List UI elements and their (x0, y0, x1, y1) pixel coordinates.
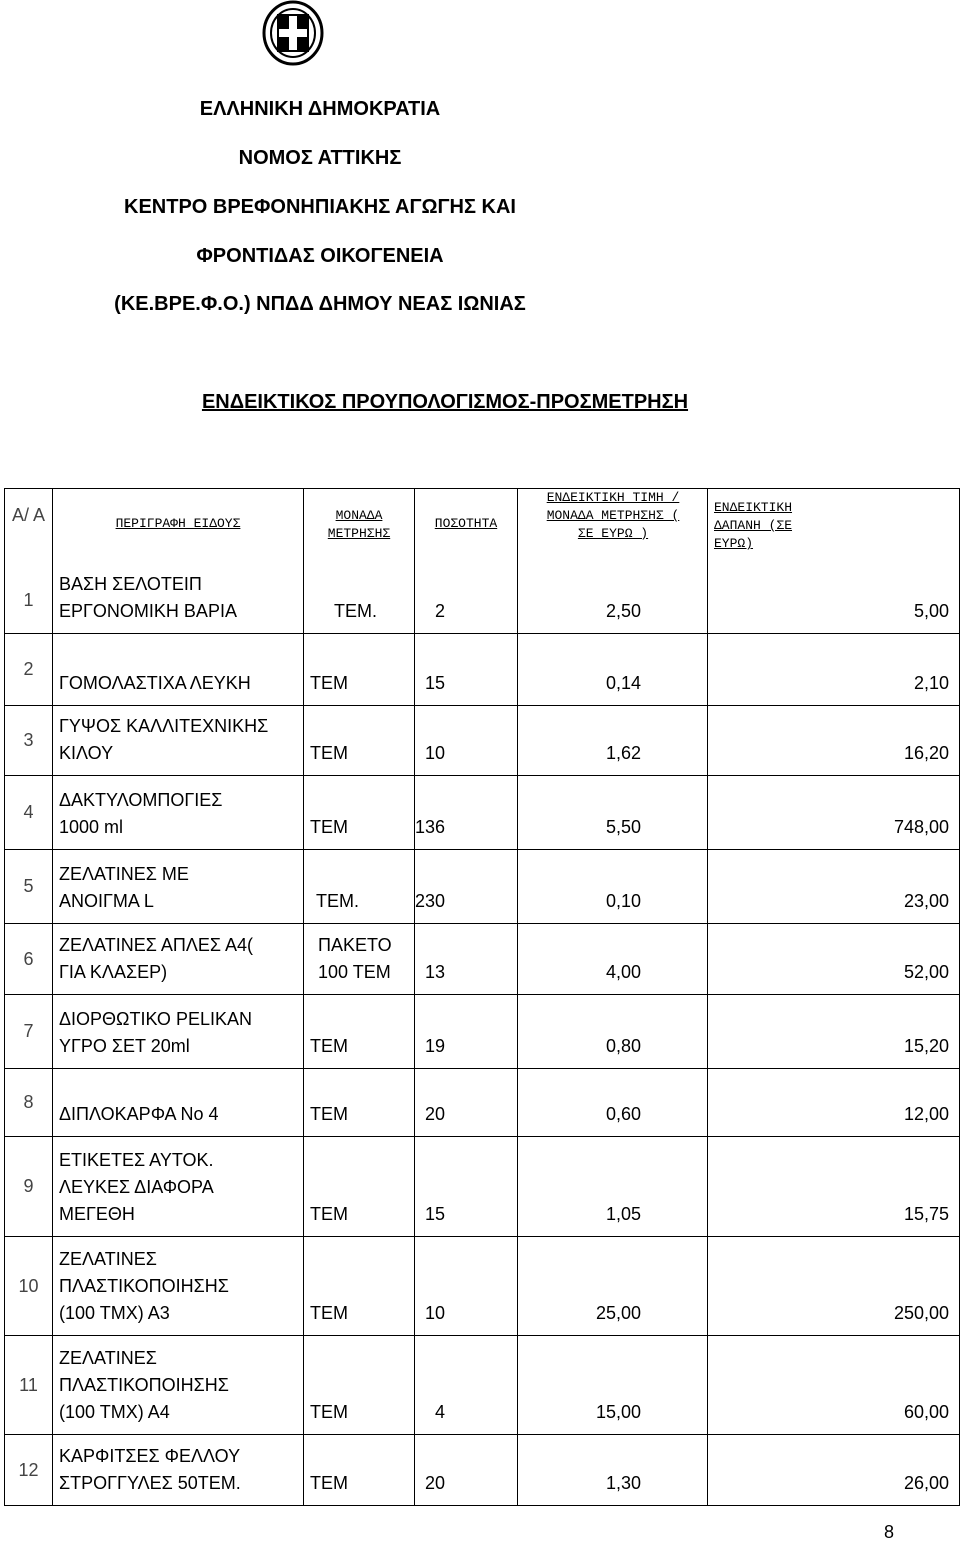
row-number (5, 489, 53, 634)
row-quantity: 15 (415, 1137, 518, 1237)
row-total: 60,00 (708, 1336, 960, 1435)
row-quantity: 15 (415, 634, 518, 706)
table-row (5, 1435, 960, 1506)
col-header-num: Α/ Α (11, 505, 46, 525)
row-unit: ΤΕΜ (304, 634, 415, 706)
row-total: 23,00 (708, 850, 960, 924)
row-unit-value: ΤΕΜ. (334, 601, 377, 621)
header-line-4: ΦΡΟΝΤΙΔΑΣ ΟΙΚΟΓΕΝΕΙΑ (196, 245, 444, 267)
row-description-value: ΓΥΨΟΣ ΚΑΛΛΙΤΕΧΝΙΚΗΣ ΚΙΛΟΥ (59, 716, 269, 763)
col-header-unit: ΜΟΝΑΔΑ ΜΕΤΡΗΣΗΣ (327, 508, 391, 541)
row-total: 250,00 (708, 1237, 960, 1336)
row-description (53, 1137, 304, 1237)
row-description-value: ΖΕΛΑΤΙΝΕΣ ΠΛΑΣΤΙΚΟΠΟΙΗΣΗΣ (100 ΤΜΧ) Α3 (59, 1249, 229, 1323)
row-description-value: ΕΤΙΚΕΤΕΣ ΑΥΤΟΚ. ΛΕΥΚΕΣ ΔΙΑΦΟΡΑ ΜΕΓΕΘΗ (59, 1150, 214, 1224)
row-unit (304, 850, 415, 924)
page-number: 8 (884, 1522, 895, 1542)
row-unit: ΤΕΜ (304, 776, 415, 850)
row-price: 1,30 (518, 1435, 708, 1506)
row-total (708, 489, 960, 634)
page-title: ΕΝΔΕΙΚΤΙΚΟΣ ΠΡΟΥΠΟΛΟΓΙΣΜΟΣ-ΠΡΟΣΜΕΤΡΗΣΗ (201, 391, 689, 413)
row-unit: ΤΕΜ (304, 1435, 415, 1506)
table-row (5, 1137, 960, 1237)
row-description (53, 1435, 304, 1506)
row-description: ΓΟΜΟΛΑΣΤΙΧΑ ΛΕΥΚΗ (53, 634, 304, 706)
row-description-value: ΖΕΛΑΤΙΝΕΣ ΠΛΑΣΤΙΚΟΠΟΙΗΣΗΣ (100 ΤΜΧ) Α4 (59, 1348, 229, 1422)
row-total: 748,00 (708, 776, 960, 850)
row-total: 26,00 (708, 1435, 960, 1506)
row-quantity (415, 489, 518, 634)
row-unit: ΤΕΜ (304, 1237, 415, 1336)
row-number: 6 (5, 924, 53, 995)
row-description (53, 776, 304, 850)
row-total: 52,00 (708, 924, 960, 995)
row-quantity: 20 (415, 1435, 518, 1506)
row-number: 3 (5, 706, 53, 776)
row-quantity: 10 (415, 1237, 518, 1336)
row-price: 5,50 (518, 776, 708, 850)
row-description-value: ΖΕΛΑΤΙΝΕΣ ΑΠΛΕΣ Α4( ΓΙΑ ΚΛΑΣΕΡ) (59, 935, 254, 982)
row-description (53, 850, 304, 924)
row-total: 2,10 (708, 634, 960, 706)
budget-table (4, 488, 960, 1506)
row-number: 11 (5, 1336, 53, 1435)
row-unit: ΤΕΜ (304, 706, 415, 776)
row-total: 12,00 (708, 1069, 960, 1137)
row-number: 2 (5, 634, 53, 706)
row-unit: ΤΕΜ (304, 995, 415, 1069)
row-quantity-value: 2 (434, 601, 445, 621)
table-row (5, 850, 960, 924)
greek-coat-of-arms-icon (262, 0, 324, 66)
row-price-value: 2,50 (605, 601, 641, 621)
row-quantity: 19 (415, 995, 518, 1069)
row-price: 0,14 (518, 634, 708, 706)
table-row (5, 995, 960, 1069)
row-description-value: ΔΑΚΤΥΛΟΜΠΟΓΙΕΣ 1000 ml (59, 790, 223, 837)
row-description (53, 1237, 304, 1336)
row-price: 0,60 (518, 1069, 708, 1137)
header-line-5: (ΚΕ.ΒΡΕ.Φ.Ο.) ΝΠΔΔ ΔΗΜΟΥ ΝΕΑΣ ΙΩΝΙΑΣ (114, 293, 526, 315)
row-number: 12 (5, 1435, 53, 1506)
row-total-value: 5,00 (913, 601, 949, 621)
row-number: 10 (5, 1237, 53, 1336)
row-description-value: ΔΙΟΡΘΩΤΙΚΟ PELIKAN ΥΓΡΟ ΣΕΤ 20ml (59, 1009, 252, 1056)
row-description (53, 995, 304, 1069)
row-number: 7 (5, 995, 53, 1069)
row-price: 1,62 (518, 706, 708, 776)
row-unit (304, 489, 415, 634)
row-description-value: ΒΑΣΗ ΣΕΛΟΤΕΙΠ ΕΡΓΟΝΟΜΙΚΗ ΒΑΡΙΑ (59, 574, 237, 621)
row-number: 9 (5, 1137, 53, 1237)
table-row (5, 1336, 960, 1435)
header-line-2: ΝΟΜΟΣ ΑΤΤΙΚΗΣ (238, 147, 402, 169)
table-row (5, 634, 960, 706)
row-total: 16,20 (708, 706, 960, 776)
row-unit: ΤΕΜ (304, 1137, 415, 1237)
row-quantity: 230 (415, 850, 518, 924)
row-price: 0,80 (518, 995, 708, 1069)
row-quantity: 10 (415, 706, 518, 776)
table-row (5, 1237, 960, 1336)
row-number-value: 1 (23, 590, 34, 610)
row-unit (304, 924, 415, 995)
row-price (518, 489, 708, 634)
row-total: 15,20 (708, 995, 960, 1069)
row-unit-value: ΠΑΚΕΤΟ 100 ΤΕΜ (318, 935, 392, 982)
col-header-price: ΕΝΔΕΙΚΤΙΚΗ ΤΙΜΗ / ΜΟΝΑΔΑ ΜΕΤΡΗΣΗΣ ( ΣΕ ΕΥΡΩ ) (546, 490, 680, 541)
table-row (5, 1069, 960, 1137)
row-price: 25,00 (518, 1237, 708, 1336)
row-number: 4 (5, 776, 53, 850)
row-description-value: ΖΕΛΑΤΙΝΕΣ ΜΕ ΑΝΟΙΓΜΑ L (59, 864, 189, 911)
row-number: 5 (5, 850, 53, 924)
row-quantity: 136 (415, 776, 518, 850)
header-line-1: ΕΛΛΗΝΙΚΗ ΔΗΜΟΚΡΑΤΙΑ (199, 98, 441, 120)
row-number: 8 (5, 1069, 53, 1137)
header-line-3: ΚΕΝΤΡΟ ΒΡΕΦΟΝΗΠΙΑΚΗΣ ΑΓΩΓΗΣ ΚΑΙ (124, 196, 516, 218)
row-description: ΔΙΠΛΟΚΑΡΦΑ Νο 4 (53, 1069, 304, 1137)
table-row (5, 776, 960, 850)
col-header-desc: ΠΕΡΙΓΡΑΦΗ ΕΙΔΟΥΣ (115, 516, 241, 531)
row-description-value: ΚΑΡΦΙΤΣΕΣ ΦΕΛΛΟΥ ΣΤΡΟΓΓΥΛΕΣ 50ΤΕΜ. (59, 1446, 241, 1493)
col-header-qty: ΠΟΣΟΤΗΤΑ (434, 516, 498, 531)
table-row (5, 489, 960, 634)
row-description (53, 706, 304, 776)
row-price: 1,05 (518, 1137, 708, 1237)
table-row (5, 706, 960, 776)
row-unit: ΤΕΜ (304, 1336, 415, 1435)
row-unit-value: ΤΕΜ. (316, 891, 359, 911)
row-description (53, 1336, 304, 1435)
table-row (5, 924, 960, 995)
col-header-total: ΕΝΔΕΙΚΤΙΚΗ ΔΑΠΑΝΗ (ΣΕ ΕΥΡΩ) (714, 500, 793, 551)
row-price: 0,10 (518, 850, 708, 924)
row-total: 15,75 (708, 1137, 960, 1237)
row-price: 4,00 (518, 924, 708, 995)
row-price: 15,00 (518, 1336, 708, 1435)
row-description (53, 924, 304, 995)
row-unit: ΤΕΜ (304, 1069, 415, 1137)
row-quantity: 4 (415, 1336, 518, 1435)
row-quantity: 13 (415, 924, 518, 995)
row-description (53, 489, 304, 634)
row-quantity: 20 (415, 1069, 518, 1137)
